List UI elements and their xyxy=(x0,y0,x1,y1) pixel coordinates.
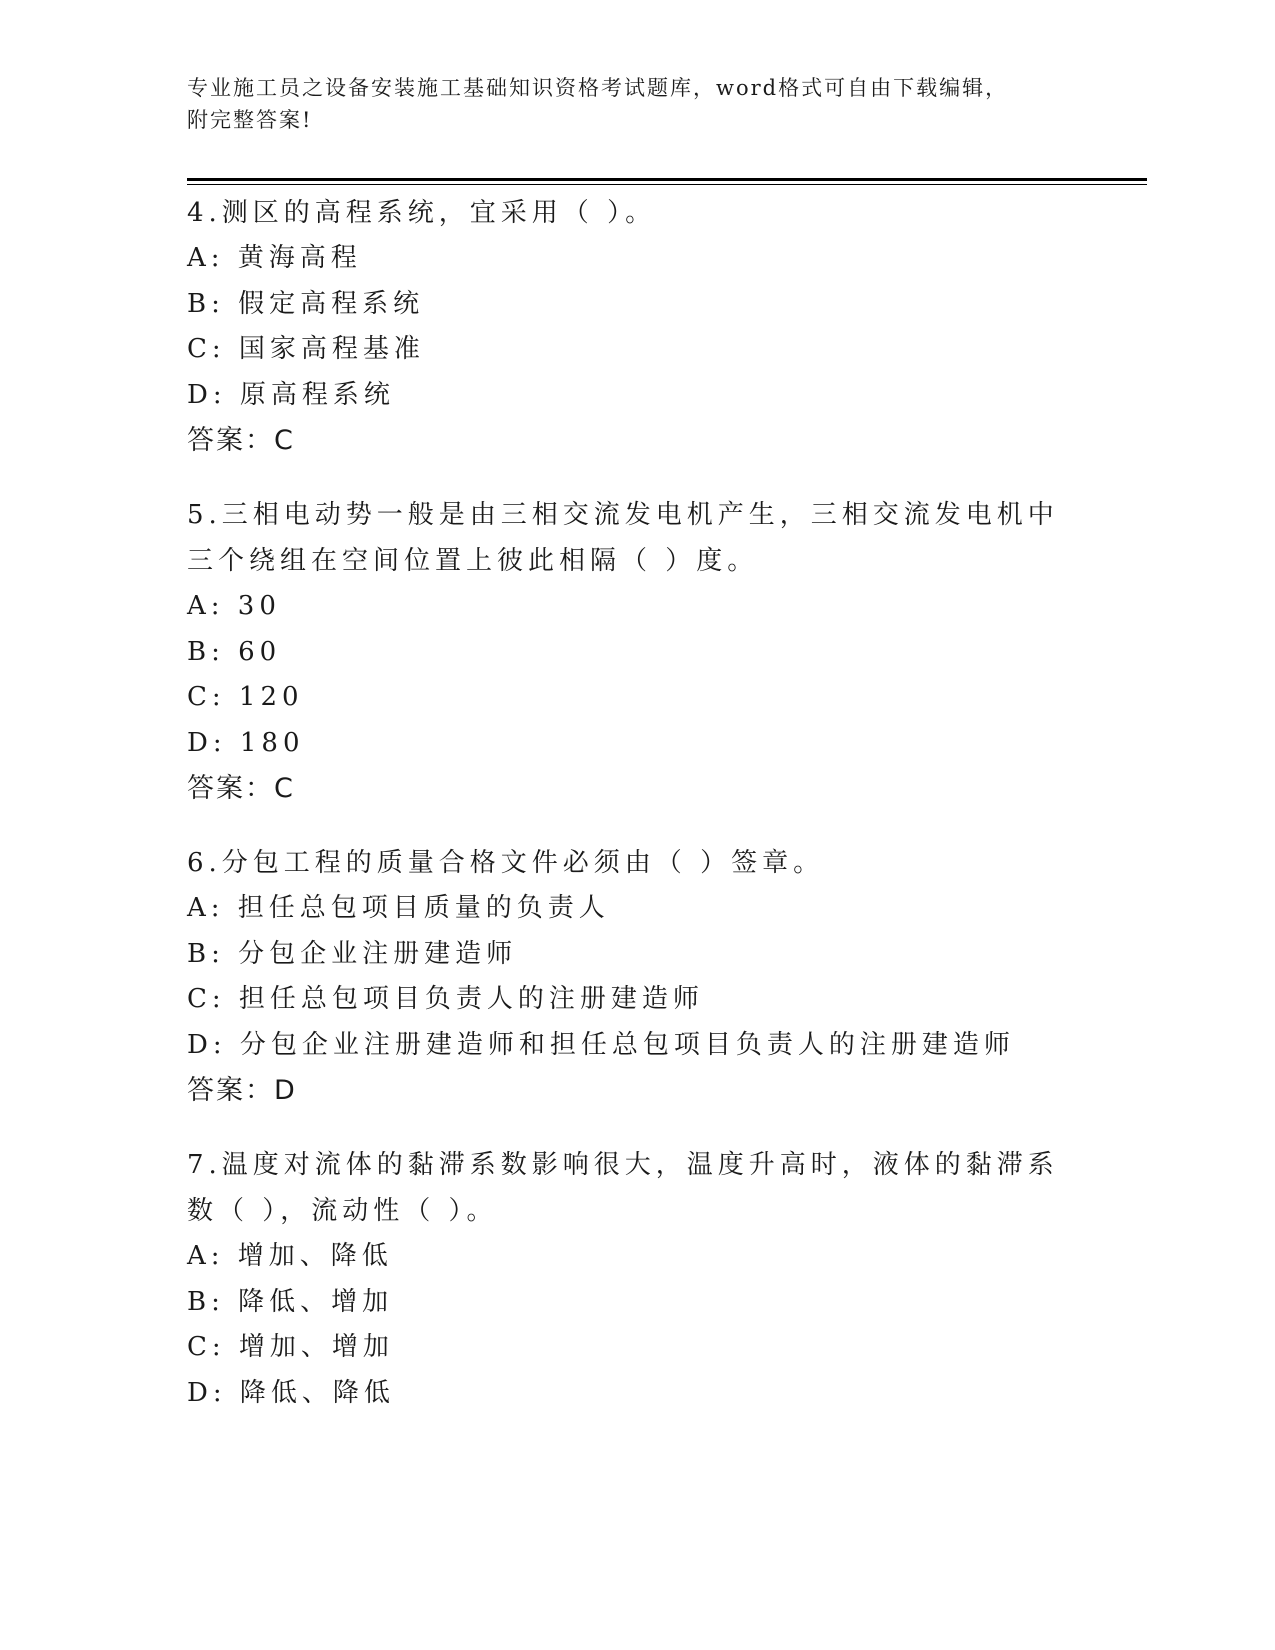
question-7 xyxy=(187,1142,1067,1416)
question-stem: 4.测区的高程系统，宜采用（ ）。 xyxy=(187,198,657,228)
option-c: C: 增加、增加 xyxy=(187,1332,394,1362)
answer: 答案：D xyxy=(187,1075,297,1106)
header-line-1: 专业施工员之设备安装施工基础知识资格考试题库，word格式可自由下载编辑， xyxy=(187,76,1009,100)
option-b: B: 60 xyxy=(187,636,282,667)
option-c: C: 担任总包项目负责人的注册建造师 xyxy=(187,984,704,1014)
question-stem: 6.分包工程的质量合格文件必须由（ ）签章。 xyxy=(187,848,825,878)
option-d: D: 原高程系统 xyxy=(187,379,395,410)
option-b: B: 降低、增加 xyxy=(187,1286,394,1317)
question-list xyxy=(187,190,1067,1444)
answer: 答案：C xyxy=(187,773,295,804)
option-b: B: 假定高程系统 xyxy=(187,288,425,319)
question-5 xyxy=(187,492,1067,812)
question-stem: 5.三相电动势一般是由三相交流发电机产生，三相交流发电机中三个绕组在空间位置上彼此相隔（ ）度。 xyxy=(187,500,1059,576)
option-a: A: 30 xyxy=(187,591,281,621)
option-b: B: 分包企业注册建造师 xyxy=(187,938,518,969)
option-a: A: 担任总包项目质量的负责人 xyxy=(187,893,610,923)
option-c: C: 120 xyxy=(187,682,304,712)
document-header xyxy=(187,72,1087,136)
option-c: C: 国家高程基准 xyxy=(187,334,425,364)
option-d: D: 分包企业注册建造师和担任总包项目负责人的注册建造师 xyxy=(187,1029,1015,1060)
answer: 答案：C xyxy=(187,425,295,456)
question-6 xyxy=(187,840,1067,1114)
header-rule-thick xyxy=(187,178,1147,181)
header-line-2: 附完整答案! xyxy=(187,108,313,132)
option-a: A: 增加、降低 xyxy=(187,1241,393,1271)
option-d: D: 180 xyxy=(187,727,305,758)
header-rule-thin xyxy=(187,184,1147,185)
question-stem: 7.温度对流体的黏滞系数影响很大，温度升高时，液体的黏滞系数（ ），流动性（ ）。 xyxy=(187,1150,1059,1226)
option-a: A: 黄海高程 xyxy=(187,243,362,273)
option-d: D: 降低、降低 xyxy=(187,1377,395,1408)
question-4 xyxy=(187,190,1067,464)
